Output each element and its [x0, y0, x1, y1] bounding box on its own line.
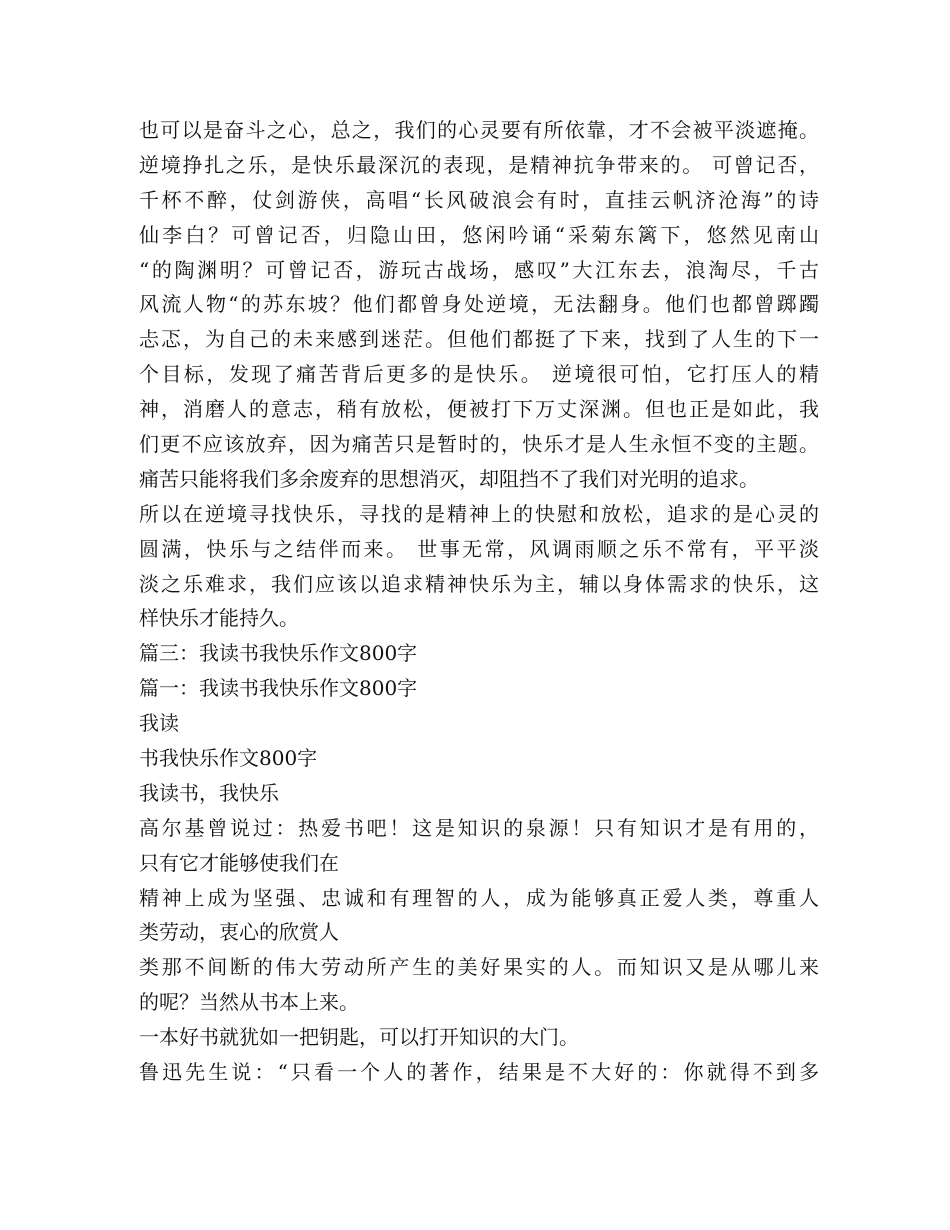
text-line: 忐忑，为自己的未来感到迷茫。但他们都挺了下来，找到了人生的下一 [139, 327, 819, 352]
text-line: 风流人物“的苏东坡？他们都曾身处逆境，无法翻身。他们也都曾踯躅 [139, 292, 819, 317]
text-line: 类那不间断的伟大劳动所产生的美好果实的人。而知识又是从哪儿来 [139, 955, 819, 980]
text-line: 只有它才能够使我们在 [139, 850, 339, 875]
text-line: 精神上成为坚强、忠诚和有理智的人，成为能够真正爱人类，尊重人 [139, 885, 819, 910]
text-line: 千杯不醉，仗剑游侠，高唱“长风破浪会有时，直挂云帆济沧海”的诗 [139, 187, 819, 212]
text-line: 鲁迅先生说：“只看一个人的著作，结果是不大好的：你就得不到多 [139, 1060, 819, 1085]
document-body [139, 113, 819, 1090]
text-line: 痛苦只能将我们多余废弃的思想消灭，却阻挡不了我们对光明的追求。 [139, 466, 759, 491]
text-line: 也可以是奋斗之心，总之，我们的心灵要有所依靠，才不会被平淡遮掩。 [139, 118, 819, 142]
text-line: 一本好书就犹如一把钥匙，可以打开知识的大门。 [139, 1025, 579, 1050]
text-line: 我读书，我快乐 [139, 780, 279, 805]
text-line: 圆满，快乐与之结伴而来。 世事无常，风调雨顺之乐不常有，平平淡 [139, 536, 819, 561]
text-line: 所以在逆境寻找快乐，寻找的是精神上的快慰和放松，追求的是心灵的 [139, 501, 819, 526]
text-line: 类劳动，衷心的欣赏人 [139, 920, 339, 945]
text-line: 个目标，发现了痛苦背后更多的是快乐。 逆境很可怕，它打压人的精 [139, 362, 819, 387]
text-line: 逆境挣扎之乐，是快乐最深沉的表现，是精神抗争带来的。 可曾记否， [139, 152, 819, 177]
text-line: 样快乐才能持久。 [139, 606, 299, 631]
text-line: 篇三：我读书我快乐作文800字 [139, 641, 418, 666]
text-line: 神，消磨人的意志，稍有放松，便被打下万丈深渊。但也正是如此，我 [139, 397, 819, 422]
text-line: 淡之乐难求，我们应该以追求精神快乐为主，辅以身体需求的快乐，这 [139, 571, 819, 596]
text-line: 我读 [139, 711, 179, 736]
text-line: 的呢？当然从书本上来。 [139, 990, 359, 1015]
text-line: “的陶渊明？可曾记否，游玩古战场，感叹”大江东去，浪淘尽，千古 [139, 257, 819, 282]
text-line: 篇一：我读书我快乐作文800字 [139, 676, 418, 701]
text-line: 高尔基曾说过：热爱书吧！这是知识的泉源！只有知识才是有用的， [139, 815, 819, 840]
text-line: 们更不应该放弃，因为痛苦只是暂时的，快乐才是人生永恒不变的主题。 [139, 432, 819, 457]
text-line: 书我快乐作文800字 [139, 746, 318, 771]
text-line: 仙李白？可曾记否，归隐山田，悠闲吟诵“采菊东篱下，悠然见南山 [139, 222, 819, 247]
